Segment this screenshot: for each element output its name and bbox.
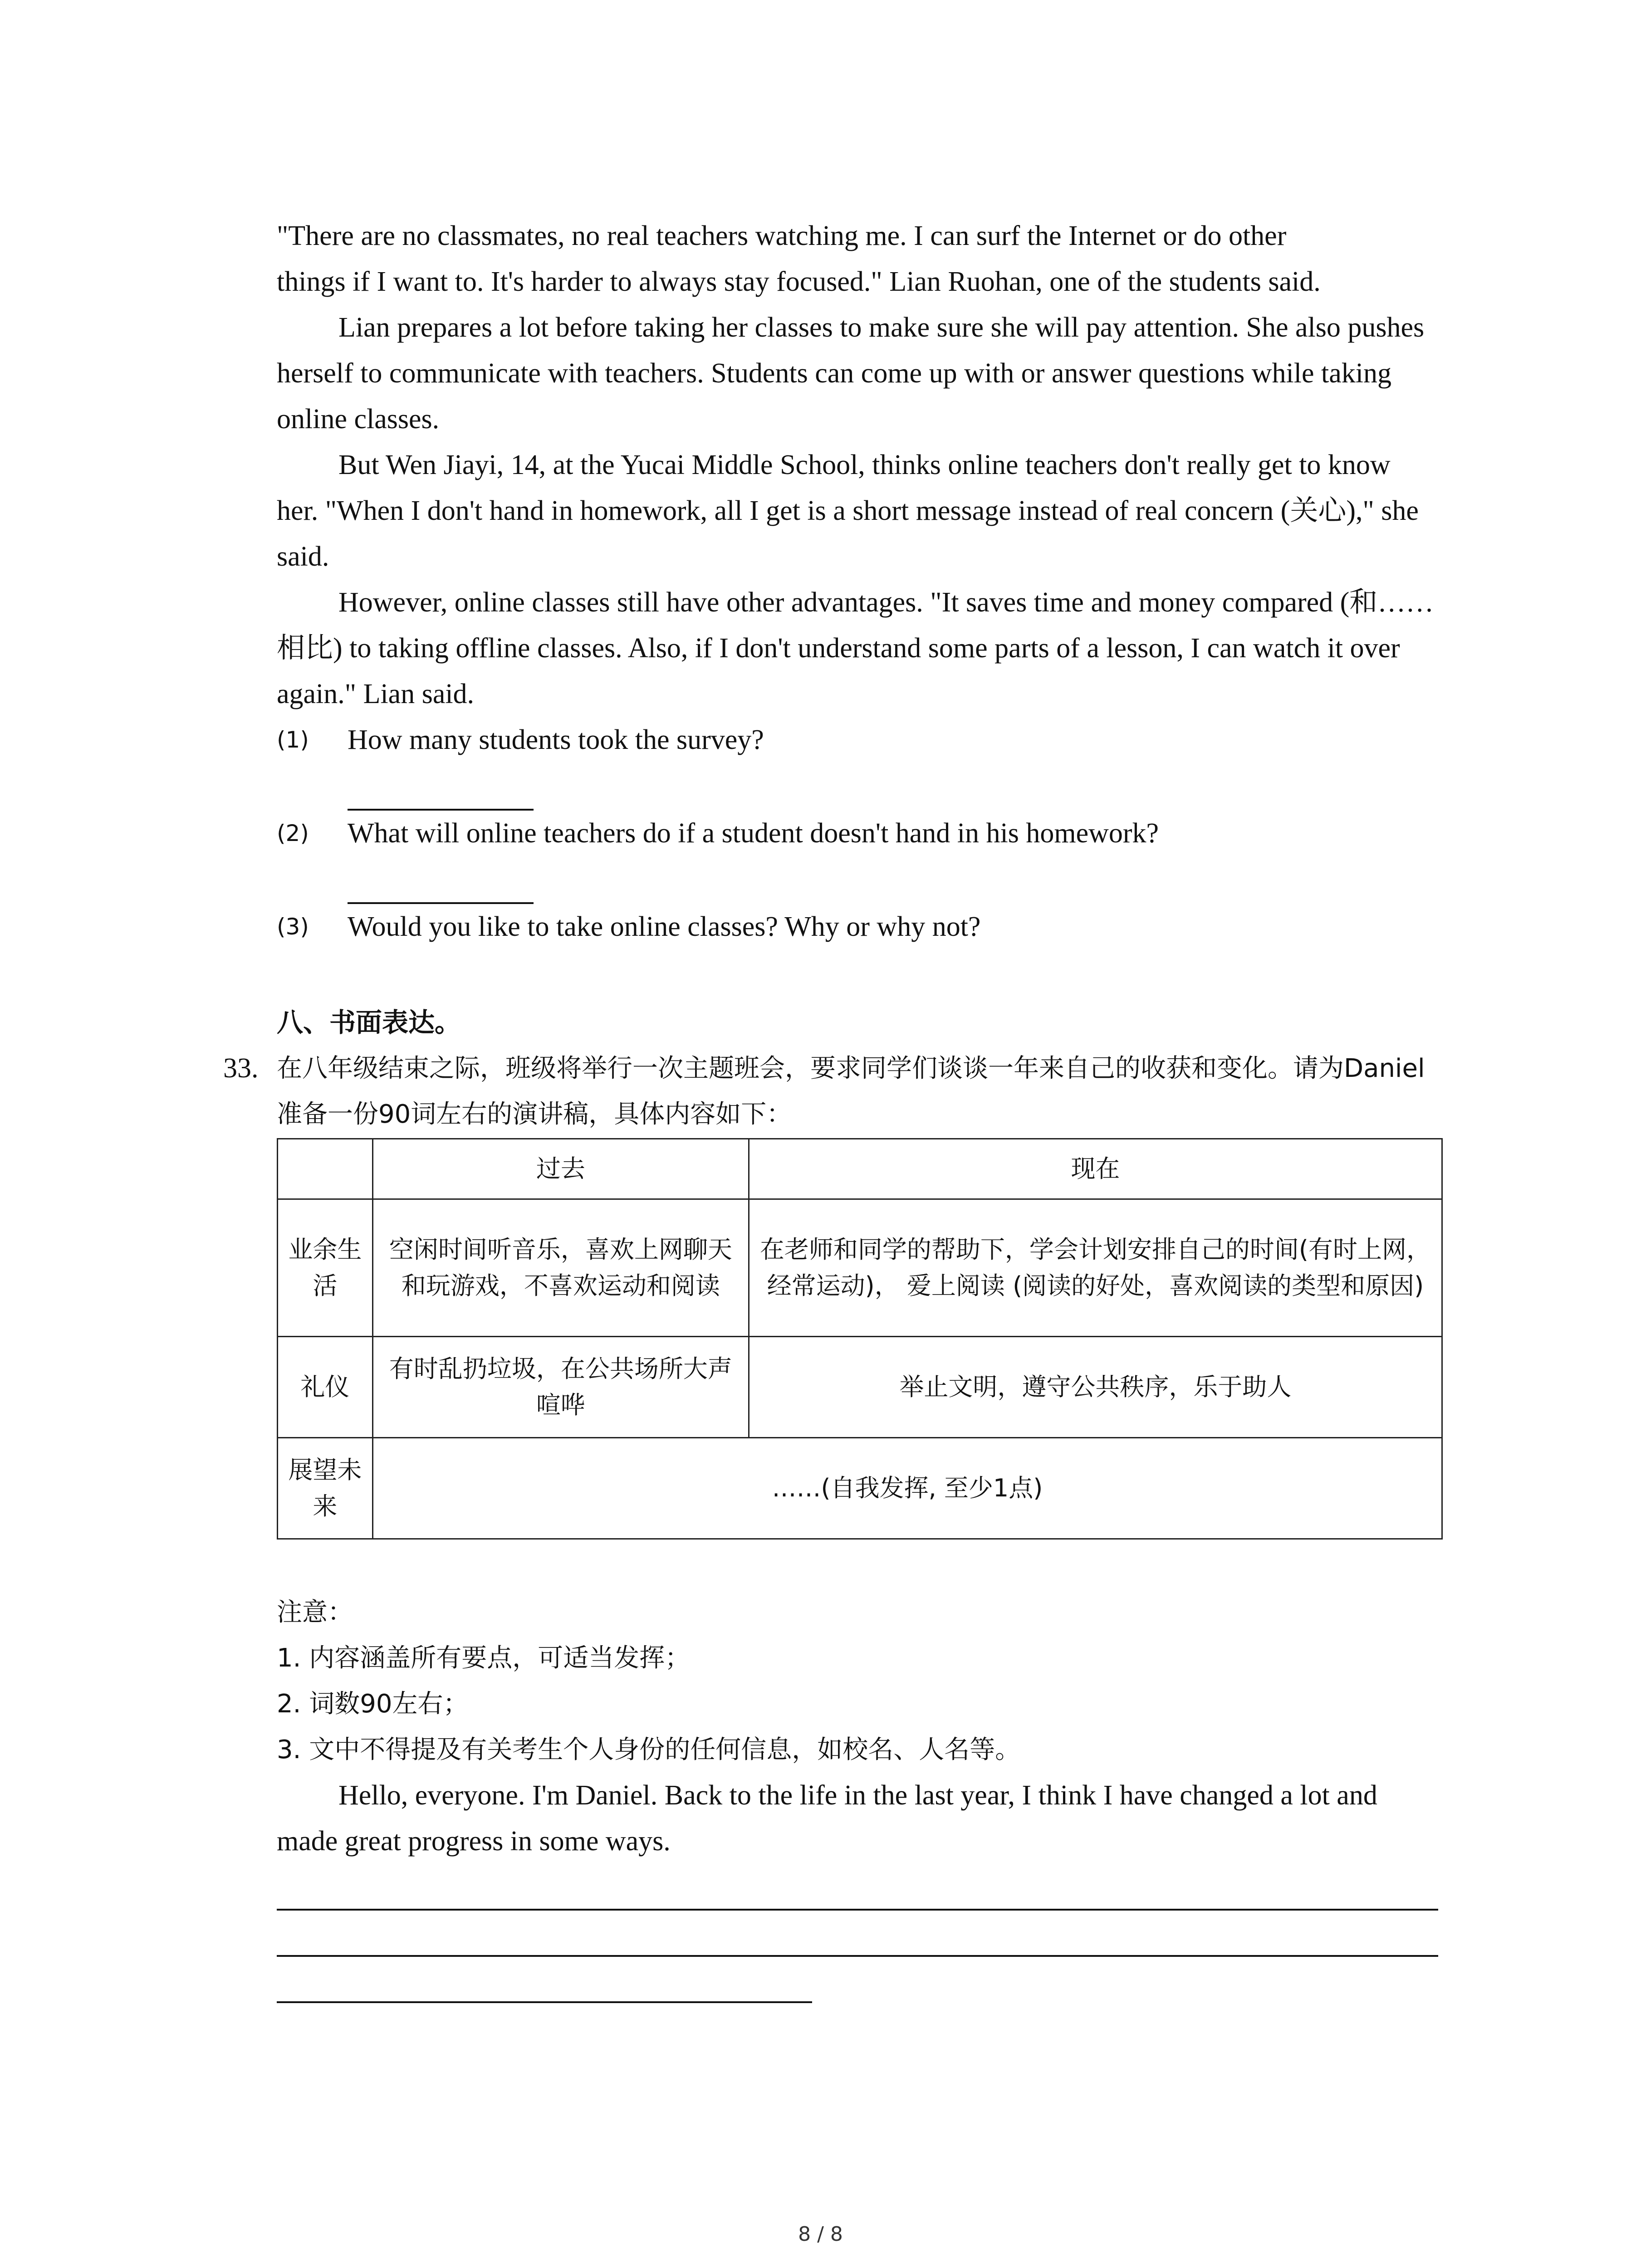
table-header-past: 过去 bbox=[372, 1139, 749, 1199]
question-text: How many students took the survey? bbox=[348, 724, 764, 755]
table-row bbox=[278, 1199, 1442, 1337]
question-number: (1) bbox=[277, 727, 309, 753]
table-header-row bbox=[278, 1139, 1442, 1199]
writing-task bbox=[223, 1046, 1438, 1137]
row-label-etiquette: 礼仪 bbox=[278, 1337, 373, 1438]
writing-prompt: 在八年级结束之际，班级将举行一次主题班会，要求同学们谈谈一年来自己的收获和变化。请为Daniel准备一份90词左右的演讲稿，具体内容如下： bbox=[277, 1054, 1425, 1129]
table-cell: 举止文明，遵守公共秩序，乐于助人 bbox=[749, 1337, 1442, 1438]
answer-blank-1[interactable] bbox=[348, 763, 534, 811]
essay-starter: Hello, everyone. I'm Daniel. Back to the life in the last year, I think I have changed a lot and made great progress in some ways. bbox=[277, 1780, 1377, 1857]
note-item: 1. 内容涵盖所有要点，可适当发挥； bbox=[277, 1643, 691, 1673]
writing-line[interactable] bbox=[277, 1957, 812, 2003]
table-cell: 在老师和同学的帮助下，学会计划安排自己的时间(有时上网，经常运动)， 爱上阅读 (阅读的好处，喜欢阅读的类型和原因) bbox=[749, 1199, 1442, 1337]
question-number: (2) bbox=[277, 820, 309, 846]
passage-paragraph-2: Lian prepares a lot before taking her classes to make sure she will pay attention. She also pushes herself to communicate with teachers. Students can come up with or answer questions while taking online classes. bbox=[277, 312, 1425, 435]
page-number: 8 / 8 bbox=[798, 2223, 843, 2246]
table-cell: 空闲时间听音乐，喜欢上网聊天和玩游戏，不喜欢运动和阅读 bbox=[372, 1199, 749, 1337]
passage-paragraph-3: But Wen Jiayi, 14, at the Yucai Middle School, thinks online teachers don't really get to know her. "When I don't hand in homework, all I get is a short message instead of real concern (关心)," she said. bbox=[277, 450, 1419, 572]
passage-line-1: "There are no classmates, no real teachers watching me. I can surf the Internet or do other bbox=[277, 220, 1287, 251]
writing-line[interactable] bbox=[277, 1911, 1438, 1957]
outline-table bbox=[277, 1138, 1443, 1540]
page-content bbox=[223, 213, 1438, 2003]
writing-line[interactable] bbox=[277, 1864, 1438, 1911]
item-number: 33. bbox=[223, 1053, 259, 1084]
table-cell: 有时乱扔垃圾，在公共场所大声喧哗 bbox=[372, 1337, 749, 1438]
question-text: Would you like to take online classes? Why or why not? bbox=[348, 911, 981, 942]
question-2 bbox=[277, 811, 1438, 856]
question-3 bbox=[277, 904, 1438, 950]
table-row bbox=[278, 1438, 1442, 1539]
note-item: 2. 词数90左右； bbox=[277, 1689, 469, 1719]
notes-title: 注意： bbox=[277, 1598, 353, 1627]
table-cell-empty bbox=[278, 1139, 373, 1199]
question-text: What will online teachers do if a student doesn't hand in his homework? bbox=[348, 818, 1159, 849]
passage-paragraph-4: However, online classes still have other advantages. "It saves time and money compared (和……相比) to taking offline classes. Also, if I don't understand some parts of a lesson, I can watch it over again." Lian said. bbox=[277, 587, 1434, 709]
question-number: (3) bbox=[277, 914, 309, 940]
passage-line-2: things if I want to. It's harder to always stay focused." Lian Ruohan, one of the students said. bbox=[277, 266, 1321, 297]
section-heading: 八、书面表达。 bbox=[277, 1007, 461, 1038]
answer-blank-2[interactable] bbox=[348, 856, 534, 904]
row-label-future: 展望未来 bbox=[278, 1438, 373, 1539]
table-cell: ……(自我发挥, 至少1点) bbox=[372, 1438, 1442, 1539]
table-header-now: 现在 bbox=[749, 1139, 1442, 1199]
notes-block bbox=[277, 1589, 1438, 1773]
table-row bbox=[278, 1337, 1442, 1438]
note-item: 3. 文中不得提及有关考生个人身份的任何信息，如校名、人名等。 bbox=[277, 1735, 1021, 1765]
question-1 bbox=[277, 717, 1438, 763]
row-label-leisure: 业余生活 bbox=[278, 1199, 373, 1337]
